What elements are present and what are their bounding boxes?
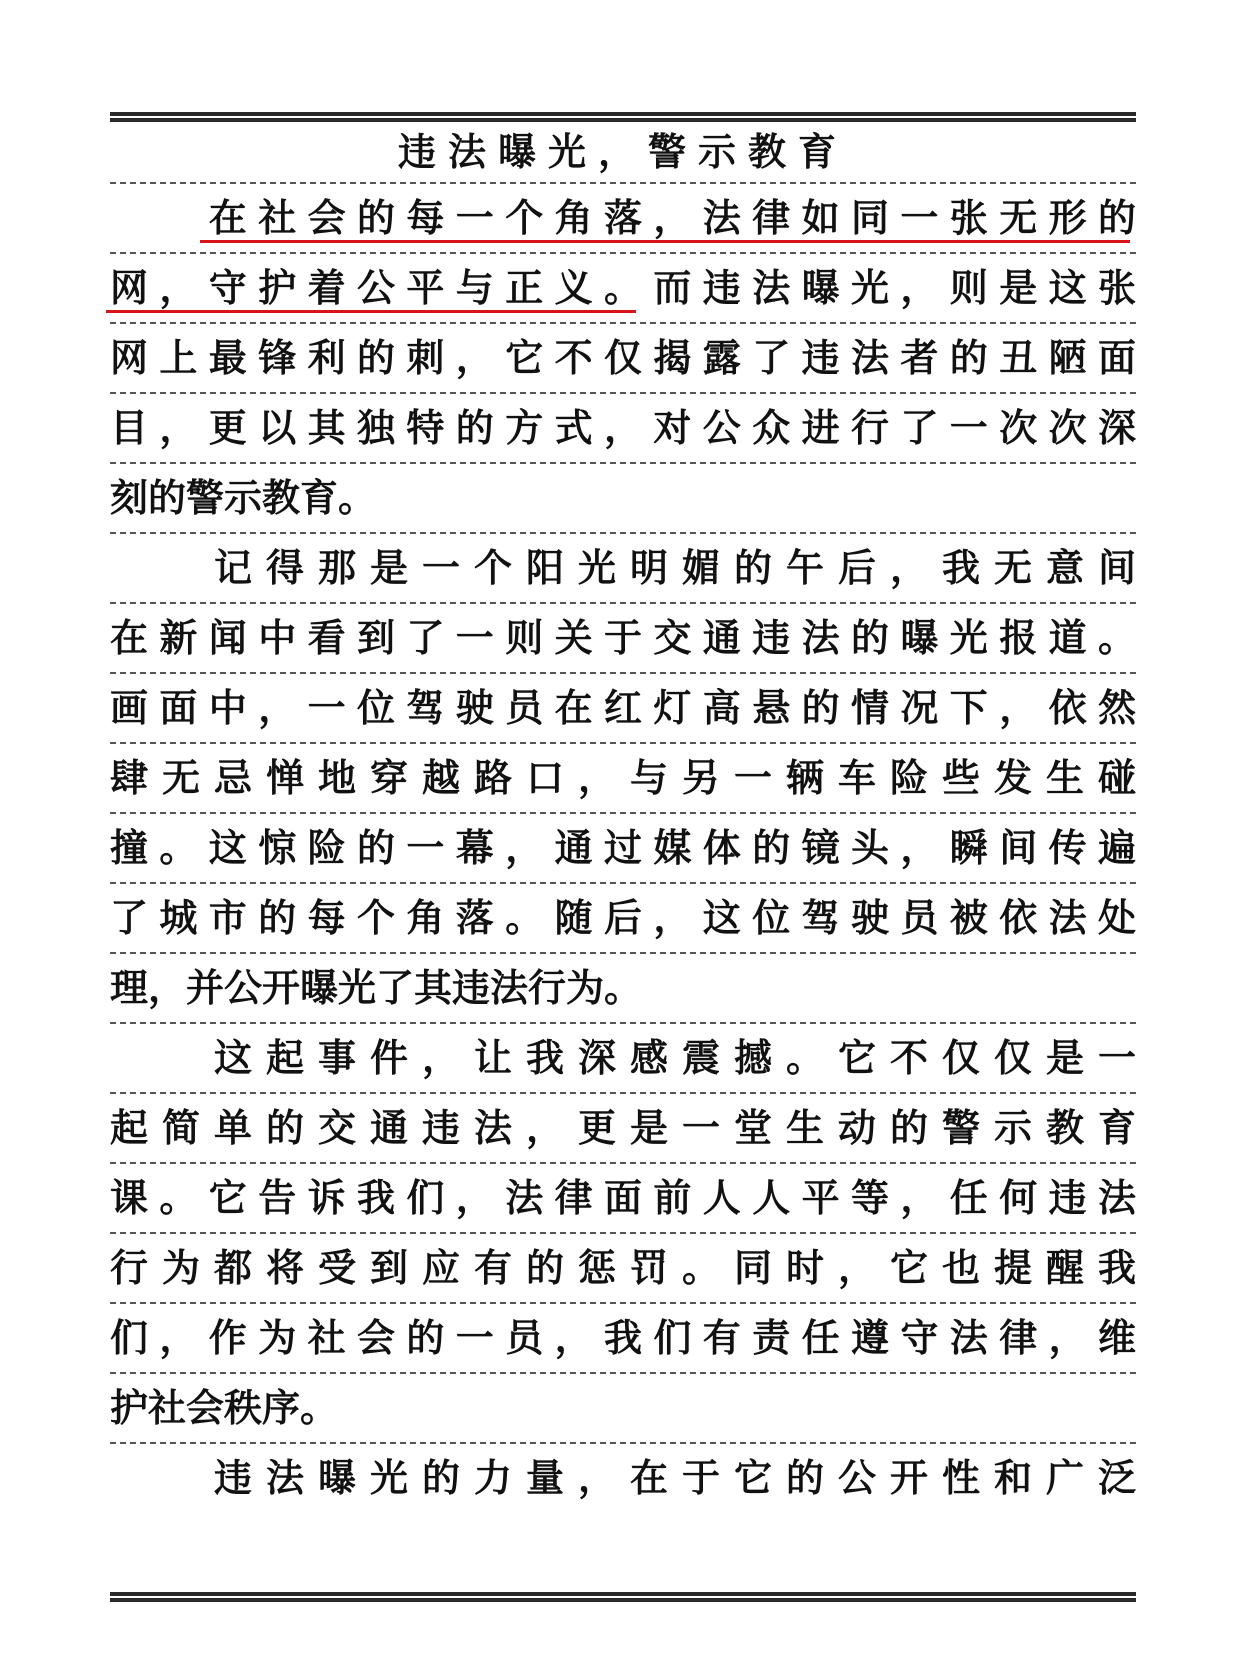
text-line-16: 行为都将受到应有的惩罚。同时，它也提醒我 xyxy=(110,1244,1136,1290)
text-line-3: 网上最锋利的刺，它不仅揭露了违法者的丑陋面 xyxy=(110,334,1136,380)
text-line-6: 记得那是一个阳光明媚的午后，我无意间 xyxy=(110,544,1136,590)
text-line-11: 了城市的每个角落。随后，这位驾驶员被依法处 xyxy=(110,894,1136,940)
text-line-5: 刻的警示教育。 xyxy=(110,474,377,520)
text-line-9: 肆无忌惮地穿越路口，与另一辆车险些发生碰 xyxy=(110,754,1136,800)
text-line-10: 撞。这惊险的一幕，通过媒体的镜头，瞬间传遍 xyxy=(110,824,1136,870)
text-line-17: 们，作为社会的一员，我们有责任遵守法律，维 xyxy=(110,1314,1136,1360)
text-line-13: 这起事件，让我深感震撼。它不仅仅是一 xyxy=(110,1034,1136,1080)
text-line-14: 起简单的交通违法，更是一堂生动的警示教育 xyxy=(110,1104,1136,1150)
text-line-12: 理，并公开曝光了其违法行为。 xyxy=(110,964,643,1010)
document-title: 违法曝光，警示教育 xyxy=(397,128,848,174)
text-line-18: 护社会秩序。 xyxy=(110,1384,339,1430)
text-line-4: 目，更以其独特的方式，对公众进行了一次次深 xyxy=(110,404,1136,450)
text-line-19: 违法曝光的力量，在于它的公开性和广泛 xyxy=(110,1454,1136,1500)
text-line-2: 网，守护着公平与正义。而违法曝光，则是这张 xyxy=(110,264,1136,310)
bottom-double-rule xyxy=(110,1592,1136,1602)
highlight-underline xyxy=(106,310,636,313)
highlight-underline xyxy=(200,240,1130,243)
text-line-7: 在新闻中看到了一则关于交通违法的曝光报道。 xyxy=(110,614,1136,660)
text-line-8: 画面中，一位驾驶员在红灯高悬的情况下，依然 xyxy=(110,684,1136,730)
text-line-15: 课。它告诉我们，法律面前人人平等，任何违法 xyxy=(110,1174,1136,1220)
text-line-1: 在社会的每一个角落，法律如同一张无形的 xyxy=(110,194,1136,240)
